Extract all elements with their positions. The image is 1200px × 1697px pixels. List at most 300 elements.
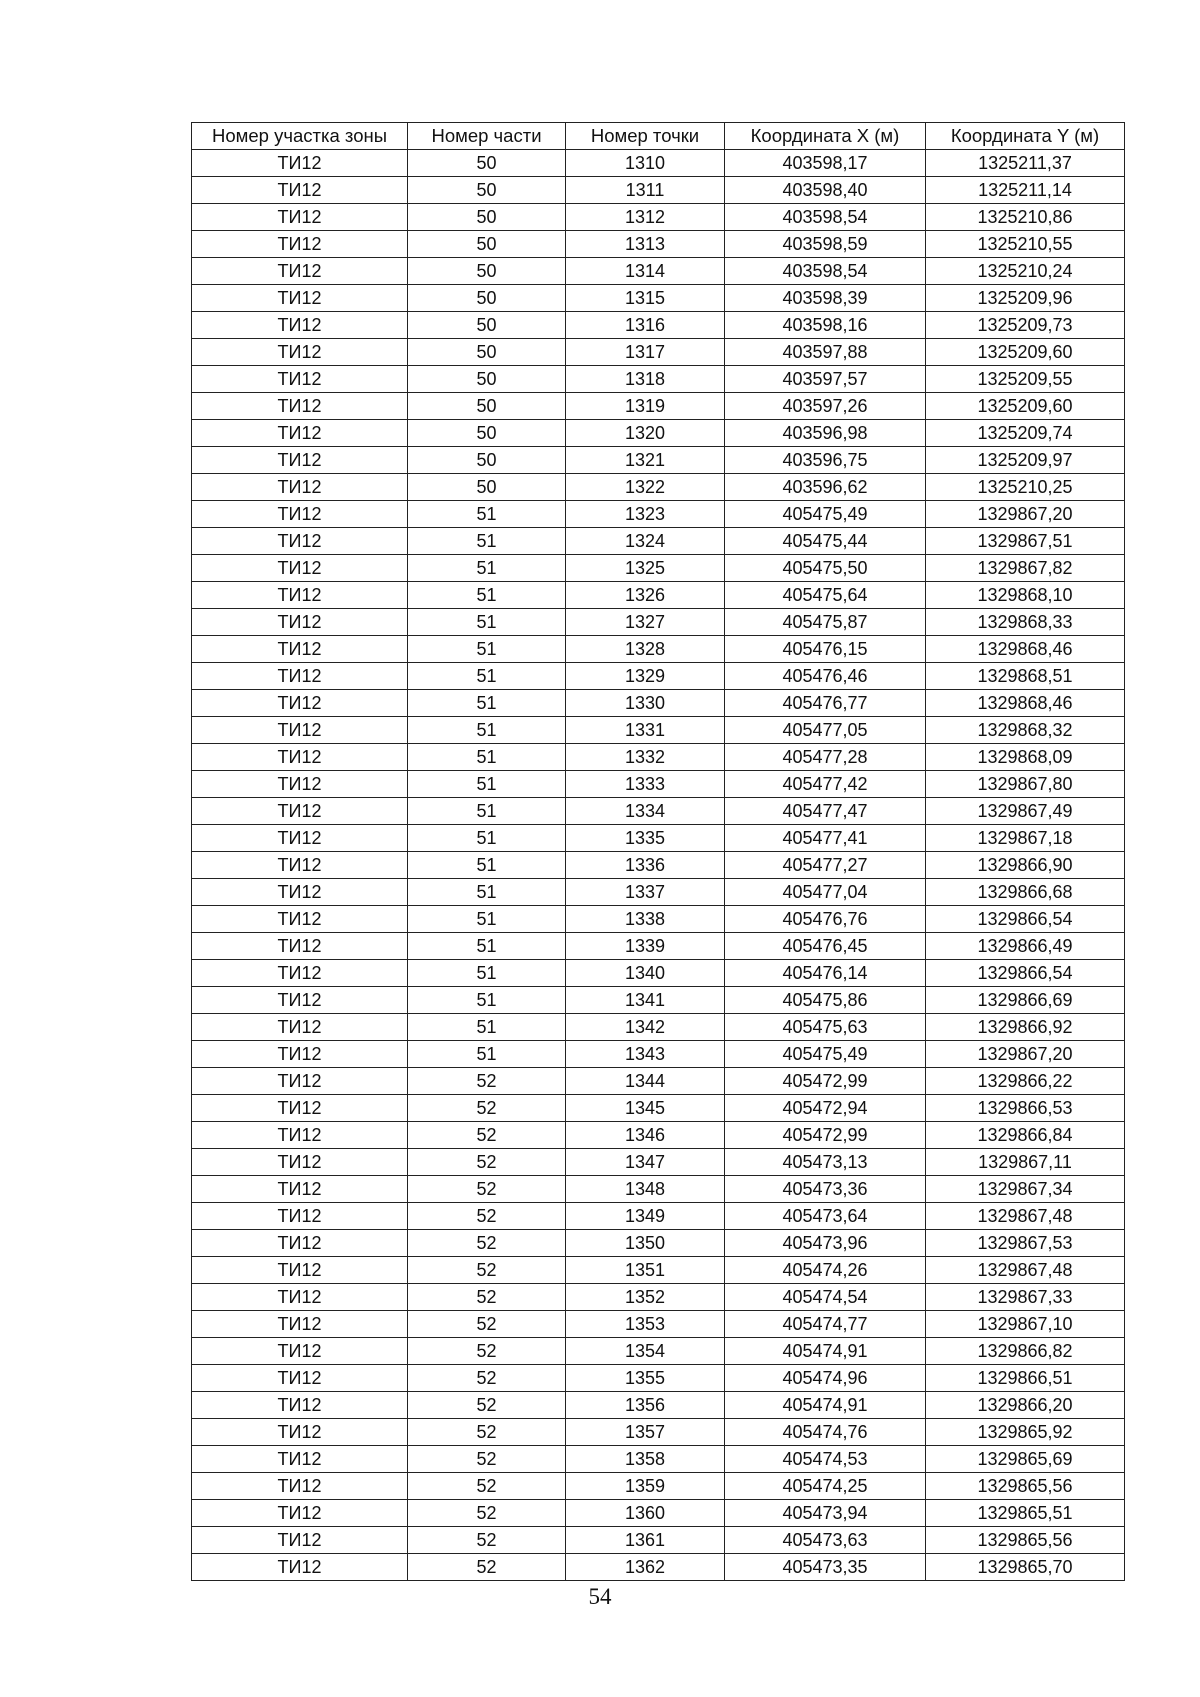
point-number-cell: 1347 [566,1149,725,1176]
part-number-cell: 51 [408,690,566,717]
part-number-cell: 52 [408,1149,566,1176]
coordinate-x-cell: 403598,40 [725,177,926,204]
point-number-cell: 1338 [566,906,725,933]
point-number-cell: 1336 [566,852,725,879]
coordinate-x-cell: 405474,53 [725,1446,926,1473]
coordinate-y-cell: 1329865,56 [926,1527,1125,1554]
point-number-cell: 1311 [566,177,725,204]
part-number-cell: 52 [408,1419,566,1446]
zone-section-cell: ТИ12 [192,960,408,987]
part-number-cell: 52 [408,1554,566,1581]
coordinate-y-cell: 1329867,48 [926,1257,1125,1284]
coordinate-x-cell: 405476,46 [725,663,926,690]
coordinate-x-cell: 405474,25 [725,1473,926,1500]
table-row [192,1068,1125,1095]
coordinate-y-cell: 1325209,74 [926,420,1125,447]
page-number: 54 [588,1584,612,1609]
zone-section-cell: ТИ12 [192,933,408,960]
point-number-cell: 1344 [566,1068,725,1095]
coordinate-y-cell: 1329865,70 [926,1554,1125,1581]
table-body [192,150,1125,1581]
zone-section-cell: ТИ12 [192,852,408,879]
coordinate-y-cell: 1329866,22 [926,1068,1125,1095]
coordinate-x-cell: 405474,54 [725,1284,926,1311]
part-number-cell: 51 [408,798,566,825]
zone-section-cell: ТИ12 [192,150,408,177]
part-number-cell: 50 [408,150,566,177]
zone-section-cell: ТИ12 [192,1554,408,1581]
coordinate-y-cell: 1325211,14 [926,177,1125,204]
table-row [192,204,1125,231]
part-number-cell: 51 [408,609,566,636]
zone-section-cell: ТИ12 [192,1068,408,1095]
coordinate-x-cell: 405476,76 [725,906,926,933]
coordinate-y-cell: 1329867,82 [926,555,1125,582]
coordinates-table [191,122,1125,1581]
part-number-cell: 51 [408,987,566,1014]
coordinate-x-cell: 405475,49 [725,501,926,528]
coordinate-x-cell: 403596,75 [725,447,926,474]
table-row [192,1527,1125,1554]
coordinate-x-cell: 405477,04 [725,879,926,906]
coordinate-y-cell: 1329867,80 [926,771,1125,798]
part-number-cell: 50 [408,339,566,366]
point-number-cell: 1358 [566,1446,725,1473]
point-number-cell: 1328 [566,636,725,663]
coordinate-x-cell: 405474,77 [725,1311,926,1338]
part-number-cell: 52 [408,1338,566,1365]
part-number-cell: 52 [408,1176,566,1203]
part-number-cell: 50 [408,204,566,231]
coordinate-x-cell: 405474,91 [725,1392,926,1419]
coordinate-y-cell: 1329866,20 [926,1392,1125,1419]
part-number-cell: 51 [408,636,566,663]
point-number-cell: 1341 [566,987,725,1014]
zone-section-cell: ТИ12 [192,825,408,852]
coordinate-x-cell: 405473,35 [725,1554,926,1581]
point-number-cell: 1332 [566,744,725,771]
part-number-cell: 51 [408,555,566,582]
part-number-cell: 52 [408,1068,566,1095]
point-number-cell: 1345 [566,1095,725,1122]
coordinate-x-cell: 405472,94 [725,1095,926,1122]
zone-section-cell: ТИ12 [192,1338,408,1365]
zone-section-cell: ТИ12 [192,1392,408,1419]
point-number-cell: 1320 [566,420,725,447]
point-number-cell: 1346 [566,1122,725,1149]
point-number-cell: 1310 [566,150,725,177]
coordinate-x-cell: 403598,16 [725,312,926,339]
coordinate-x-cell: 405472,99 [725,1068,926,1095]
coordinate-x-cell: 405475,49 [725,1041,926,1068]
table-row [192,879,1125,906]
part-number-cell: 52 [408,1284,566,1311]
coordinate-x-cell: 405473,63 [725,1527,926,1554]
table-row [192,1284,1125,1311]
coordinate-x-cell: 403596,98 [725,420,926,447]
point-number-cell: 1323 [566,501,725,528]
point-number-cell: 1314 [566,258,725,285]
table-header [192,123,1125,150]
coordinate-x-cell: 405477,41 [725,825,926,852]
point-number-cell: 1350 [566,1230,725,1257]
coordinate-x-cell: 405475,86 [725,987,926,1014]
part-number-cell: 51 [408,1014,566,1041]
table-row [192,1203,1125,1230]
coordinate-y-cell: 1329868,46 [926,636,1125,663]
coordinate-x-cell: 405476,15 [725,636,926,663]
zone-section-cell: ТИ12 [192,312,408,339]
part-number-cell: 50 [408,366,566,393]
part-number-cell: 52 [408,1122,566,1149]
table-row [192,1473,1125,1500]
coordinate-y-cell: 1325211,37 [926,150,1125,177]
coordinate-y-cell: 1329865,69 [926,1446,1125,1473]
coordinate-x-cell: 405475,44 [725,528,926,555]
zone-section-cell: ТИ12 [192,528,408,555]
zone-section-cell: ТИ12 [192,177,408,204]
table-row [192,987,1125,1014]
table-row [192,1311,1125,1338]
part-number-cell: 52 [408,1257,566,1284]
part-number-cell: 52 [408,1311,566,1338]
table-row [192,744,1125,771]
point-number-cell: 1335 [566,825,725,852]
table-row [192,1446,1125,1473]
table-row [192,231,1125,258]
coordinate-y-cell: 1329866,69 [926,987,1125,1014]
coordinate-x-cell: 405477,05 [725,717,926,744]
coordinate-y-cell: 1329867,10 [926,1311,1125,1338]
coordinate-x-cell: 405473,13 [725,1149,926,1176]
table-row [192,1500,1125,1527]
table-row [192,285,1125,312]
coordinate-x-cell: 405474,26 [725,1257,926,1284]
coordinate-y-cell: 1329868,09 [926,744,1125,771]
point-number-cell: 1321 [566,447,725,474]
table-row [192,1554,1125,1581]
coordinate-y-cell: 1329868,46 [926,690,1125,717]
point-number-cell: 1331 [566,717,725,744]
zone-section-cell: ТИ12 [192,1176,408,1203]
coordinate-x-cell: 405472,99 [725,1122,926,1149]
coordinate-y-cell: 1325209,55 [926,366,1125,393]
coordinate-x-cell: 405473,64 [725,1203,926,1230]
part-number-cell: 50 [408,420,566,447]
zone-section-cell: ТИ12 [192,258,408,285]
table-row [192,447,1125,474]
coordinate-y-cell: 1325210,24 [926,258,1125,285]
point-number-cell: 1362 [566,1554,725,1581]
point-number-cell: 1342 [566,1014,725,1041]
point-number-cell: 1325 [566,555,725,582]
coordinate-y-cell: 1329865,51 [926,1500,1125,1527]
part-number-cell: 52 [408,1500,566,1527]
coordinate-y-cell: 1329867,53 [926,1230,1125,1257]
zone-section-cell: ТИ12 [192,987,408,1014]
part-number-cell: 52 [408,1095,566,1122]
part-number-cell: 52 [408,1230,566,1257]
point-number-cell: 1322 [566,474,725,501]
part-number-cell: 51 [408,582,566,609]
coordinate-x-cell: 405474,76 [725,1419,926,1446]
table-row [192,366,1125,393]
coordinate-x-cell: 403598,17 [725,150,926,177]
coordinate-x-cell: 403597,26 [725,393,926,420]
table-row [192,474,1125,501]
table-row [192,1014,1125,1041]
part-number-cell: 50 [408,177,566,204]
header-zone-section: Номер участка зоны [192,123,408,150]
zone-section-cell: ТИ12 [192,366,408,393]
table-row [192,420,1125,447]
header-coordinate-x: Координата X (м) [725,123,926,150]
point-number-cell: 1357 [566,1419,725,1446]
coordinate-x-cell: 405473,94 [725,1500,926,1527]
coordinate-y-cell: 1329866,53 [926,1095,1125,1122]
zone-section-cell: ТИ12 [192,1149,408,1176]
coordinate-x-cell: 405474,91 [725,1338,926,1365]
coordinate-x-cell: 405477,27 [725,852,926,879]
coordinate-y-cell: 1329866,92 [926,1014,1125,1041]
table-row [192,1392,1125,1419]
coordinate-y-cell: 1329868,33 [926,609,1125,636]
zone-section-cell: ТИ12 [192,609,408,636]
header-coordinate-y: Координата Y (м) [926,123,1125,150]
zone-section-cell: ТИ12 [192,204,408,231]
coordinate-y-cell: 1329866,49 [926,933,1125,960]
zone-section-cell: ТИ12 [192,501,408,528]
coordinate-y-cell: 1325209,73 [926,312,1125,339]
point-number-cell: 1329 [566,663,725,690]
point-number-cell: 1353 [566,1311,725,1338]
coordinate-y-cell: 1325210,25 [926,474,1125,501]
coordinate-y-cell: 1325210,55 [926,231,1125,258]
table-row [192,258,1125,285]
part-number-cell: 51 [408,717,566,744]
table-row [192,312,1125,339]
coordinate-x-cell: 403598,59 [725,231,926,258]
coordinate-x-cell: 403598,39 [725,285,926,312]
coordinate-y-cell: 1325209,60 [926,339,1125,366]
zone-section-cell: ТИ12 [192,1203,408,1230]
point-number-cell: 1361 [566,1527,725,1554]
point-number-cell: 1315 [566,285,725,312]
coordinate-x-cell: 405475,64 [725,582,926,609]
table-row [192,150,1125,177]
coordinate-y-cell: 1329867,20 [926,1041,1125,1068]
coordinate-y-cell: 1329867,11 [926,1149,1125,1176]
table-row [192,906,1125,933]
part-number-cell: 51 [408,663,566,690]
header-row [192,123,1125,150]
table-row [192,1041,1125,1068]
zone-section-cell: ТИ12 [192,285,408,312]
table-row [192,609,1125,636]
zone-section-cell: ТИ12 [192,339,408,366]
zone-section-cell: ТИ12 [192,1500,408,1527]
table-row [192,177,1125,204]
table-row [192,1122,1125,1149]
table-row [192,555,1125,582]
table-row [192,771,1125,798]
coordinate-x-cell: 405473,96 [725,1230,926,1257]
point-number-cell: 1337 [566,879,725,906]
table-row [192,663,1125,690]
part-number-cell: 52 [408,1203,566,1230]
part-number-cell: 50 [408,393,566,420]
point-number-cell: 1317 [566,339,725,366]
zone-section-cell: ТИ12 [192,690,408,717]
coordinate-y-cell: 1329866,84 [926,1122,1125,1149]
coordinate-y-cell: 1329866,68 [926,879,1125,906]
zone-section-cell: ТИ12 [192,582,408,609]
zone-section-cell: ТИ12 [192,1122,408,1149]
zone-section-cell: ТИ12 [192,474,408,501]
zone-section-cell: ТИ12 [192,1419,408,1446]
coordinate-y-cell: 1329865,92 [926,1419,1125,1446]
part-number-cell: 51 [408,825,566,852]
part-number-cell: 51 [408,852,566,879]
zone-section-cell: ТИ12 [192,1095,408,1122]
point-number-cell: 1356 [566,1392,725,1419]
point-number-cell: 1312 [566,204,725,231]
point-number-cell: 1330 [566,690,725,717]
zone-section-cell: ТИ12 [192,1311,408,1338]
table-row [192,825,1125,852]
part-number-cell: 50 [408,231,566,258]
part-number-cell: 52 [408,1365,566,1392]
table-row [192,528,1125,555]
coordinate-x-cell: 403597,57 [725,366,926,393]
point-number-cell: 1360 [566,1500,725,1527]
coordinate-y-cell: 1325209,97 [926,447,1125,474]
coordinate-x-cell: 405477,28 [725,744,926,771]
coordinate-y-cell: 1329868,10 [926,582,1125,609]
part-number-cell: 50 [408,285,566,312]
coordinate-x-cell: 405476,77 [725,690,926,717]
table-row [192,933,1125,960]
coordinate-x-cell: 405476,45 [725,933,926,960]
table-row [192,582,1125,609]
point-number-cell: 1349 [566,1203,725,1230]
table-row [192,501,1125,528]
part-number-cell: 51 [408,1041,566,1068]
part-number-cell: 51 [408,771,566,798]
coordinate-x-cell: 405475,50 [725,555,926,582]
coordinate-x-cell: 405474,96 [725,1365,926,1392]
table-row [192,339,1125,366]
table-row [192,852,1125,879]
coordinate-y-cell: 1329866,82 [926,1338,1125,1365]
coordinate-y-cell: 1329867,51 [926,528,1125,555]
point-number-cell: 1348 [566,1176,725,1203]
coordinate-y-cell: 1325209,60 [926,393,1125,420]
point-number-cell: 1327 [566,609,725,636]
coordinate-x-cell: 403598,54 [725,258,926,285]
zone-section-cell: ТИ12 [192,879,408,906]
table-row [192,1419,1125,1446]
point-number-cell: 1333 [566,771,725,798]
coordinate-y-cell: 1329867,49 [926,798,1125,825]
zone-section-cell: ТИ12 [192,1041,408,1068]
coordinate-y-cell: 1329867,18 [926,825,1125,852]
part-number-cell: 51 [408,879,566,906]
coordinate-x-cell: 405477,47 [725,798,926,825]
point-number-cell: 1319 [566,393,725,420]
point-number-cell: 1313 [566,231,725,258]
coordinate-y-cell: 1329866,51 [926,1365,1125,1392]
point-number-cell: 1339 [566,933,725,960]
table-row [192,1257,1125,1284]
point-number-cell: 1326 [566,582,725,609]
coordinate-y-cell: 1325210,86 [926,204,1125,231]
coordinate-y-cell: 1329868,32 [926,717,1125,744]
point-number-cell: 1354 [566,1338,725,1365]
zone-section-cell: ТИ12 [192,555,408,582]
table-row [192,1176,1125,1203]
coordinate-x-cell: 405476,14 [725,960,926,987]
coordinate-x-cell: 405473,36 [725,1176,926,1203]
point-number-cell: 1355 [566,1365,725,1392]
coordinate-y-cell: 1329867,48 [926,1203,1125,1230]
part-number-cell: 50 [408,474,566,501]
coordinate-x-cell: 405477,42 [725,771,926,798]
zone-section-cell: ТИ12 [192,1365,408,1392]
point-number-cell: 1316 [566,312,725,339]
zone-section-cell: ТИ12 [192,231,408,258]
zone-section-cell: ТИ12 [192,1446,408,1473]
coordinate-y-cell: 1329866,54 [926,960,1125,987]
part-number-cell: 50 [408,258,566,285]
zone-section-cell: ТИ12 [192,744,408,771]
part-number-cell: 51 [408,906,566,933]
part-number-cell: 50 [408,312,566,339]
table-row [192,636,1125,663]
coordinate-x-cell: 403597,88 [725,339,926,366]
coordinate-y-cell: 1329867,20 [926,501,1125,528]
zone-section-cell: ТИ12 [192,1527,408,1554]
zone-section-cell: ТИ12 [192,798,408,825]
part-number-cell: 51 [408,501,566,528]
zone-section-cell: ТИ12 [192,663,408,690]
part-number-cell: 52 [408,1392,566,1419]
table-row [192,798,1125,825]
part-number-cell: 51 [408,933,566,960]
coordinate-y-cell: 1329867,34 [926,1176,1125,1203]
zone-section-cell: ТИ12 [192,1257,408,1284]
zone-section-cell: ТИ12 [192,1473,408,1500]
table-row [192,1365,1125,1392]
point-number-cell: 1359 [566,1473,725,1500]
part-number-cell: 52 [408,1527,566,1554]
table-row [192,1230,1125,1257]
table-row [192,690,1125,717]
zone-section-cell: ТИ12 [192,420,408,447]
zone-section-cell: ТИ12 [192,771,408,798]
table-row [192,393,1125,420]
part-number-cell: 52 [408,1473,566,1500]
zone-section-cell: ТИ12 [192,1284,408,1311]
table-row [192,717,1125,744]
point-number-cell: 1334 [566,798,725,825]
zone-section-cell: ТИ12 [192,636,408,663]
part-number-cell: 50 [408,447,566,474]
zone-section-cell: ТИ12 [192,447,408,474]
point-number-cell: 1352 [566,1284,725,1311]
coordinate-x-cell: 405475,87 [725,609,926,636]
header-part-number: Номер части [408,123,566,150]
